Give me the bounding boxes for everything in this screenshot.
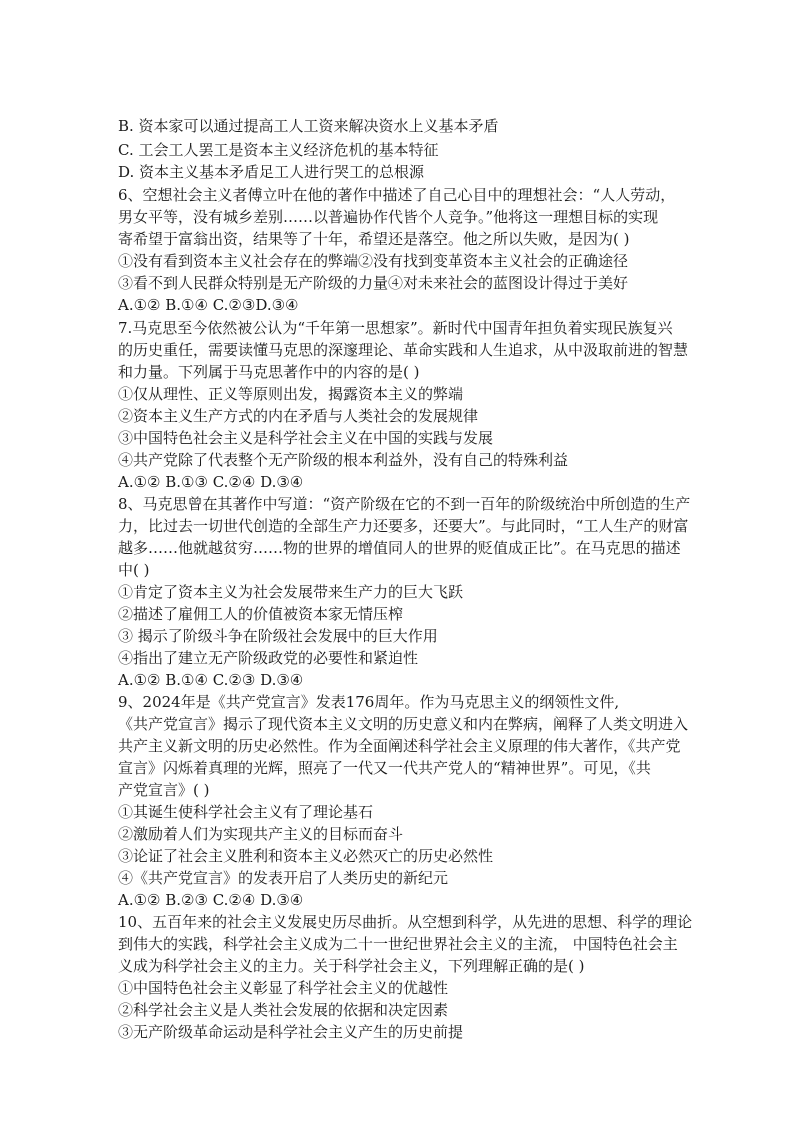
question-8-statement-4: ④指出了建立无产阶级政党的必要性和紧迫性 [118, 649, 419, 667]
question-8-choices: A.①② B.①④ C.②③ D.③④ [118, 671, 304, 689]
question-9-line-3: 共产主义新文明的历史必然性。作为全面阐述科学社会主义原理的伟大著作，《共产党 [118, 737, 681, 755]
question-10-line-1: 10、五百年来的社会主义发展史历尽曲折。从空想到科学，从先进的思想、科学的理论 [118, 913, 693, 931]
question-9-line-1: 9、2024年是《共产党宣言》发表176周年。作为马克思主义的纲领性文件, [118, 693, 620, 711]
question-10-statement-3: ③无产阶级革命运动是科学社会主义产生的历史前提 [118, 1023, 464, 1041]
option-c-line: C. 工会工人罢工是资本主义经济危机的基本特征 [118, 141, 439, 159]
question-8-statement-1: ①肯定了资本主义为社会发展带来生产力的巨大飞跃 [118, 583, 464, 601]
question-6-statement-12: ①没有看到资本主义社会存在的弊端②没有找到变革资本主义社会的正确途径 [118, 252, 629, 270]
question-9-line-5: 产党宣言》( ) [118, 781, 210, 799]
question-10-line-3: 义成为科学社会主义的主力。关于科学社会主义，下列理解正确的是( ) [118, 957, 585, 975]
question-7-line-3: 和力量。下列属于马克思著作中的内容的是( ) [118, 363, 420, 381]
question-8-statement-2: ②描述了雇佣工人的价值被资本家无情压榨 [118, 605, 404, 623]
question-10-statement-1: ①中国特色社会主义彰显了科学社会主义的优越性 [118, 979, 449, 997]
question-7-statement-1: ①仅从理性、正义等原则出发，揭露资本主义的弊端 [118, 385, 464, 403]
question-7-line-1: 7.马克思至今依然被公认为“千年第一思想家”。新时代中国青年担负着实现民族复兴 [118, 319, 673, 337]
question-6-line-2: 男女平等，没有城乡差别……以普遍协作代皆个人竞争。”他将这一理想目标的实现 [118, 208, 659, 226]
question-7-line-2: 的历史重任，需要读懂马克思的深邃理论、革命实践和人生追求，从中汲取前进的智慧 [118, 341, 689, 359]
question-8-line-1: 8、马克思曾在其著作中写道：“资产阶级在它的不到一百年的阶级统治中所创造的生产 [118, 495, 691, 513]
question-9-statement-4: ④《共产党宣言》的发表开启了人类历史的新纪元 [118, 869, 449, 887]
question-8-line-3: 越多……他就越贫穷……物的世界的增值同人的世界的贬值成正比”。在马克思的描述 [118, 539, 681, 557]
question-6-choices: A.①② B.①④ C.②③D.③④ [118, 296, 299, 314]
question-7-statement-3: ③中国特色社会主义是科学社会主义在中国的实践与发展 [118, 429, 494, 447]
question-8-line-2: 力，比过去一切世代创造的全部生产力还要多，还要大”。与此同时，“工人生产的财富 [118, 517, 689, 535]
question-7-choices: A.①② B.①③ C.②④ D.③④ [118, 473, 304, 491]
option-d-line: D. 资本主义基本矛盾足工人进行哭工的总根源 [118, 163, 425, 181]
question-8-line-4: 中( ) [118, 561, 150, 579]
question-6-line-3: 寄希望于富翁出资，结果等了十年，希望还是落空。他之所以失败，是因为( ) [118, 230, 630, 248]
question-9-line-4: 宣言》闪烁着真理的光辉，照亮了一代又一代共产党人的“精神世界”。可见，《共 [118, 759, 651, 777]
question-8-statement-3: ③ 揭示了阶级斗争在阶级社会发展中的巨大作用 [118, 627, 438, 645]
question-9-statement-2: ②激励着人们为实现共产主义的目标而奋斗 [118, 825, 404, 843]
question-10-line-2: 到伟大的实践，科学社会主义成为二十一世纪世界社会主义的主流， 中国特色社会主 [118, 935, 678, 953]
question-7-statement-2: ②资本主义生产方式的内在矛盾与人类社会的发展规律 [118, 407, 479, 425]
question-9-statement-1: ①其诞生使科学社会主义有了理论基石 [118, 803, 374, 821]
question-6-line-1: 6、空想社会主义者傅立叶在他的著作中描述了自己心目中的理想社会：“人人劳动， [118, 186, 676, 204]
question-9-choices: A.①② B.②③ C.②④ D.③④ [118, 891, 304, 909]
question-7-statement-4: ④共产党除了代表整个无产阶级的根本利益外，没有自己的特殊利益 [118, 451, 569, 469]
question-9-line-2: 《共产党宣言》揭示了现代资本主义文明的历史意义和内在弊病，阐释了人类文明进入 [118, 715, 689, 733]
question-10-statement-2: ②科学社会主义是人类社会发展的依据和决定因素 [118, 1001, 449, 1019]
question-9-statement-3: ③论证了社会主义胜利和资本主义必然灭亡的历史必然性 [118, 847, 494, 865]
option-b-line: B. 资本家可以通过提高工人工资来解决资水上义基本矛盾 [118, 117, 499, 135]
question-6-statement-34: ③看不到人民群众特别是无产阶级的力量④对未来社会的蓝图设计得过于美好 [118, 274, 629, 292]
